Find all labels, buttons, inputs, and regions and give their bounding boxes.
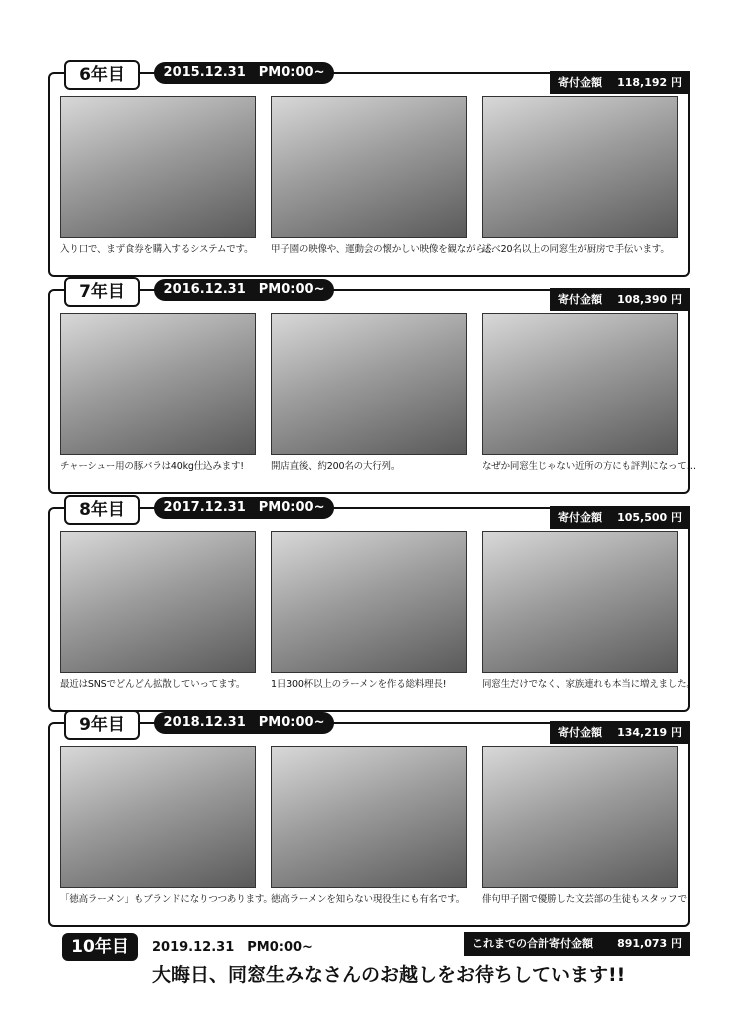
- photo-caption: 俳句甲子園で優勝した文芸部の生徒もスタッフで!: [482, 894, 691, 905]
- total-donation-label: これまでの合計寄付金額: [472, 937, 593, 950]
- event-datetime: 2016.12.31 PM0:00~: [154, 279, 334, 301]
- photo: [60, 531, 256, 673]
- donation-label: 寄付金額: [558, 726, 602, 739]
- section-year-8: [48, 500, 696, 712]
- section-year-6: [48, 65, 690, 277]
- photo: [271, 96, 467, 238]
- photo: [60, 96, 256, 238]
- photo-caption: 「徳高ラーメン」もブランドになりつつあります。: [60, 894, 273, 905]
- donation-amount: 134,219 円: [617, 726, 682, 739]
- photo: [60, 313, 256, 455]
- year-label: 6年目: [64, 60, 140, 90]
- photo: [482, 96, 678, 238]
- photo: [271, 531, 467, 673]
- photo-caption: 同窓生だけでなく、家族連れも本当に増えました。: [482, 679, 696, 690]
- donation-label: 寄付金額: [558, 511, 602, 524]
- photo-caption: 入り口で、まず食券を購入するシステムです。: [60, 244, 254, 255]
- photo: [482, 531, 678, 673]
- donation-label: 寄付金額: [558, 76, 602, 89]
- donation-amount: 118,192 円: [617, 76, 682, 89]
- year-label: 8年目: [64, 495, 140, 525]
- photo: [60, 746, 256, 888]
- total-donation-badge: [464, 932, 690, 956]
- section-year-9: [48, 715, 691, 927]
- total-donation-amount: 891,073 円: [617, 937, 682, 950]
- year-label: 9年目: [64, 710, 140, 740]
- donation-badge: [550, 721, 690, 744]
- event-datetime: 2015.12.31 PM0:00~: [154, 62, 334, 84]
- photo-caption: なぜか同窓生じゃない近所の方にも評判になって…: [482, 461, 696, 472]
- photo: [271, 746, 467, 888]
- photo: [271, 313, 467, 455]
- year-label: 7年目: [64, 277, 140, 307]
- section-year-7: [48, 282, 696, 494]
- photo: [482, 313, 678, 455]
- photo-caption: 最近はSNSでどんどん拡散していってます。: [60, 679, 246, 690]
- donation-badge: [550, 71, 690, 94]
- photo-caption: 甲子園の映像や、運動会の懐かしい映像を観ながら…: [271, 244, 495, 255]
- final-year-label: 10年目: [62, 933, 138, 961]
- event-datetime: 2017.12.31 PM0:00~: [154, 497, 334, 519]
- photo-caption: 1日300杯以上のラーメンを作る総料理長!: [271, 679, 447, 690]
- photo-caption: 開店直後、約200名の大行列。: [271, 461, 401, 472]
- photo-caption: チャーシュー用の豚バラは40kg仕込みます!: [60, 461, 244, 472]
- donation-badge: [550, 288, 690, 311]
- photo: [482, 746, 678, 888]
- donation-badge: [550, 506, 690, 529]
- event-datetime: 2018.12.31 PM0:00~: [154, 712, 334, 734]
- final-datetime: 2019.12.31 PM0:00~: [152, 940, 313, 955]
- closing-message: 大晦日、同窓生みなさんのお越しをお待ちしています!!: [152, 964, 626, 986]
- donation-amount: 108,390 円: [617, 293, 682, 306]
- photo-caption: 徳高ラーメンを知らない現役生にも有名です。: [271, 894, 466, 905]
- photo-caption: 述べ20名以上の同窓生が厨房で手伝います。: [482, 244, 670, 255]
- donation-label: 寄付金額: [558, 293, 602, 306]
- donation-amount: 105,500 円: [617, 511, 682, 524]
